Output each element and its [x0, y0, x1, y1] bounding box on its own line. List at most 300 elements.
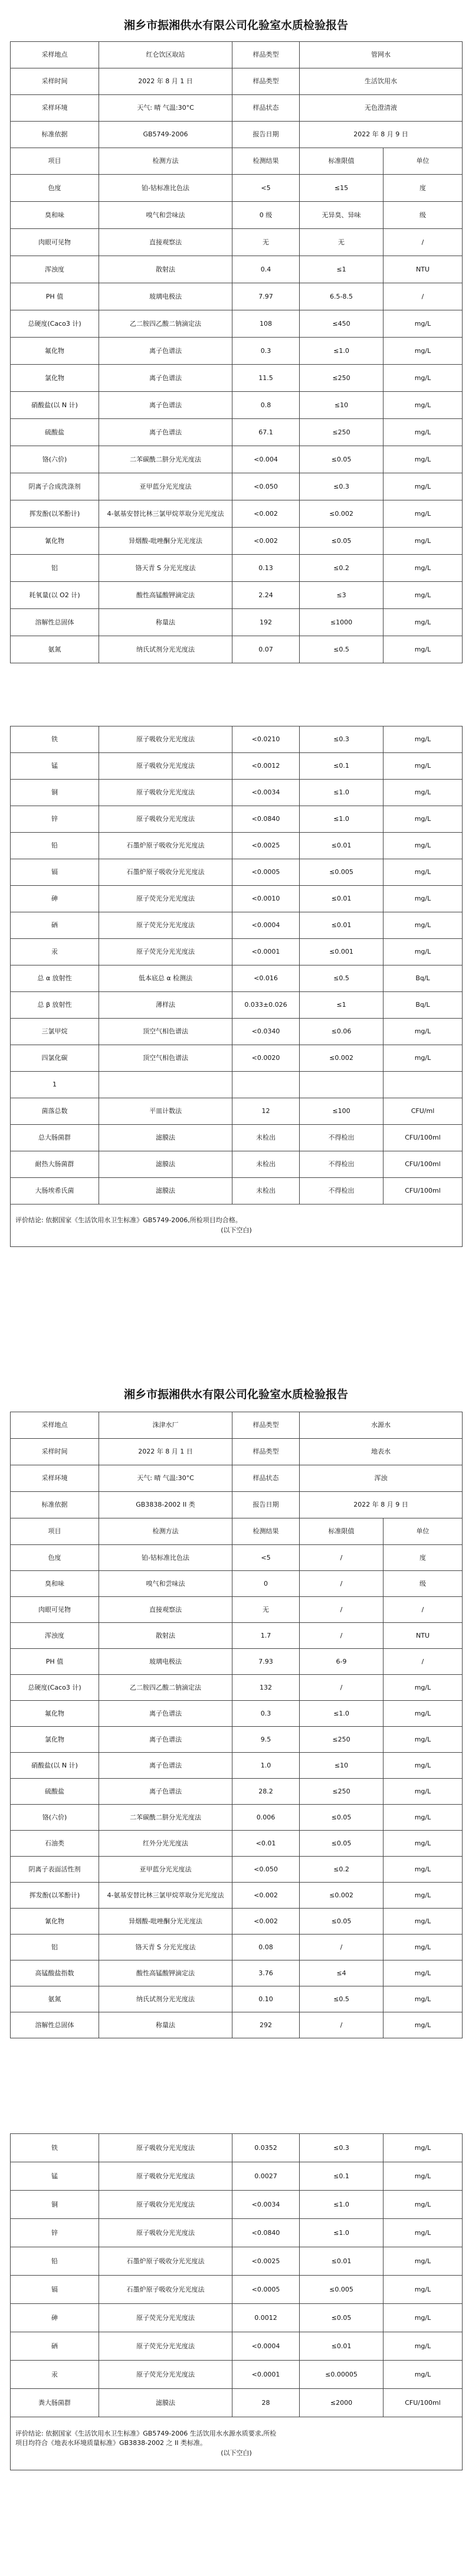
- report-1-data-row: [11, 256, 463, 283]
- meta-value: 地表水: [300, 1439, 463, 1465]
- report-1-data-cell: 铬(六价): [11, 446, 99, 473]
- report-1-data-cell: /: [384, 229, 463, 256]
- report-1-data-cell: mg/L: [384, 310, 463, 338]
- report-2: [0, 1275, 472, 2576]
- report-1-data-2-cell: 耐热大肠菌群: [11, 1151, 99, 1178]
- report-2-data-cell: 浑浊度: [11, 1623, 99, 1649]
- report-1-data-cell: 108: [232, 310, 300, 338]
- report-2-data-cell: ≤250: [300, 1779, 384, 1805]
- report-2-data-2-cell: mg/L: [384, 2361, 463, 2389]
- report-1-data-cell: 挥发酚(以苯酚计): [11, 500, 99, 528]
- report-1-data-cell: 色度: [11, 175, 99, 202]
- report-1-data-2-cell: 原子荧光分光光度法: [99, 912, 232, 939]
- meta-label: 标准依据: [11, 122, 99, 148]
- report-1-data-cell: 耗氧量(以 O2 计): [11, 582, 99, 609]
- report-1-conclusion: [11, 1204, 463, 1247]
- report-1-data-cell: 离子色谱法: [99, 365, 232, 392]
- report-1-data-cell: 无: [232, 229, 300, 256]
- report-2-data-2-row: [11, 2276, 463, 2304]
- report-2-data-cell: 氯化物: [11, 1727, 99, 1753]
- report-1-data-2-cell: CFU/100ml: [384, 1178, 463, 1204]
- report-2-data-cell: 阴离子表面活性剂: [11, 1857, 99, 1883]
- report-2-data-2-row: [11, 2219, 463, 2247]
- meta-value: GB3838-2002 II 类: [99, 1492, 232, 1518]
- report-2-data-cell: NTU: [384, 1623, 463, 1649]
- report-2-data-cell: 石油类: [11, 1831, 99, 1857]
- report-1-data-cell: ≤0.05: [300, 528, 384, 555]
- report-1-data-2-cell: [300, 1072, 384, 1098]
- report-1-data-2-cell: 三氯甲烷: [11, 1019, 99, 1045]
- report-1-data-2-cell: <0.0005: [232, 859, 300, 886]
- report-2-data-2-cell: mg/L: [384, 2162, 463, 2191]
- report-2-data-cell: mg/L: [384, 1675, 463, 1701]
- report-1-data-2-cell: Bq/L: [384, 965, 463, 992]
- report-1-data-2-cell: 平皿计数法: [99, 1098, 232, 1125]
- meta-value: 洙津水厂: [99, 1412, 232, 1439]
- report-1-data-2-cell: <0.0001: [232, 939, 300, 965]
- report-1-data-2-cell: 总 α 放射性: [11, 965, 99, 992]
- report-2-data-cell: 132: [232, 1675, 300, 1701]
- report-1-data-2-cell: <0.0025: [232, 833, 300, 859]
- report-1-data-cell: ≤0.3: [300, 473, 384, 500]
- report-2-data-2-cell: mg/L: [384, 2134, 463, 2162]
- report-1-data-2-cell: 铜: [11, 780, 99, 806]
- report-2-data-cell: 1.7: [232, 1623, 300, 1649]
- report-2-data-cell: ≤250: [300, 1727, 384, 1753]
- meta-row: [11, 122, 463, 148]
- meta-value: 2022 年 8 月 9 日: [300, 122, 463, 148]
- report-2-data-cell: /: [300, 1935, 384, 1960]
- report-1-data-cell: 阴离子合成洗涤剂: [11, 473, 99, 500]
- report-2-data-2-cell: <0.0004: [232, 2332, 300, 2361]
- report-1-data-2-cell: ≤100: [300, 1098, 384, 1125]
- report-2-data-cell: <0.002: [232, 1909, 300, 1935]
- report-1-data-row: [11, 582, 463, 609]
- report-2-data-cell: 0: [232, 1571, 300, 1597]
- report-2-data-cell: mg/L: [384, 1960, 463, 1986]
- report-2-data-2-cell: 原子吸收分光光度法: [99, 2191, 232, 2219]
- report-1-data-cell: 硫酸盐: [11, 419, 99, 446]
- report-1-data-cell: mg/L: [384, 528, 463, 555]
- report-2-data-2-cell: 石墨炉原子吸收分光光度法: [99, 2276, 232, 2304]
- report-1-data-2-cell: mg/L: [384, 1045, 463, 1072]
- report-1-data-cell: 纳氏试剂分光光度法: [99, 636, 232, 663]
- report-1-data-row: [11, 229, 463, 256]
- report-1-data-cell: mg/L: [384, 555, 463, 582]
- report-2-data-2-cell: 汞: [11, 2361, 99, 2389]
- meta-label: 样品类型: [232, 1439, 300, 1465]
- column-header: 项目: [11, 1518, 99, 1545]
- report-2-data-cell: ≤1.0: [300, 1701, 384, 1727]
- report-2-data-cell: ≤0.5: [300, 1986, 384, 2012]
- report-1-data-2-cell: 不得检出: [300, 1151, 384, 1178]
- report-1-data-2-cell: 原子荧光分光光度法: [99, 939, 232, 965]
- report-1-data-2-cell: ≤0.01: [300, 833, 384, 859]
- meta-row: [11, 1412, 463, 1439]
- report-1-data-row: [11, 202, 463, 229]
- report-1-data-2-cell: ≤0.5: [300, 965, 384, 992]
- report-1-data-row: [11, 338, 463, 365]
- meta-row: [11, 68, 463, 95]
- report-1-data-2-row: [11, 886, 463, 912]
- report-1-data-cell: mg/L: [384, 338, 463, 365]
- meta-value: 水源水: [300, 1412, 463, 1439]
- report-1-data-cell: mg/L: [384, 419, 463, 446]
- report-2-data-cell: mg/L: [384, 1727, 463, 1753]
- report-2-conclusion-text-2: 项目均符合《地表水环境质量标准》GB3838-2002 之 II 类标准。: [15, 2439, 207, 2447]
- report-1-data-cell: <0.002: [232, 500, 300, 528]
- report-1-data-2-cell: 石墨炉原子吸收分光光度法: [99, 859, 232, 886]
- report-2-conclusion-text-1: 评价结论: 依据国家《生活饮用水卫生标准》GB5749-2006 生活饮用水水源水质要求,所检: [15, 2429, 277, 2437]
- report-1-data-2-cell: ≤0.06: [300, 1019, 384, 1045]
- report-2-rows: [11, 1545, 463, 2038]
- report-2-data-row: [11, 1623, 463, 1649]
- report-2-data-2-cell: ≤1.0: [300, 2219, 384, 2247]
- report-1-data-cell: mg/L: [384, 609, 463, 636]
- report-1-data-2-cell: <0.0012: [232, 753, 300, 780]
- report-1-data-2-row: [11, 1151, 463, 1178]
- report-1-data-cell: 硝酸盐(以 N 计): [11, 392, 99, 419]
- column-header: 标准限值: [300, 148, 384, 175]
- report-2-data-2-cell: <0.0001: [232, 2361, 300, 2389]
- report-1-data-2-cell: <0.0010: [232, 886, 300, 912]
- report-1-data-2-cell: 12: [232, 1098, 300, 1125]
- report-1-data-cell: 0 级: [232, 202, 300, 229]
- report-2-main-table: [10, 1412, 463, 2038]
- report-1-data-2-cell: <0.0210: [232, 726, 300, 753]
- report-1-data-cell: mg/L: [384, 446, 463, 473]
- meta-value: 无色澄清液: [300, 95, 463, 122]
- report-1-data-cell: 2.24: [232, 582, 300, 609]
- report-2-data-2-row: [11, 2162, 463, 2191]
- report-1-data-2-row: [11, 1072, 463, 1098]
- report-1-data-cell: ≤250: [300, 419, 384, 446]
- report-2-data-cell: <0.01: [232, 1831, 300, 1857]
- report-2-data-cell: mg/L: [384, 2012, 463, 2038]
- report-2-data-cell: <5: [232, 1545, 300, 1571]
- report-1-data-2-row: [11, 912, 463, 939]
- report-2-data-cell: /: [300, 1623, 384, 1649]
- report-1-data-2-cell: CFU/100ml: [384, 1125, 463, 1151]
- report-2-data-2-cell: <0.0025: [232, 2247, 300, 2276]
- report-2-data-2-cell: 粪大肠菌群: [11, 2389, 99, 2417]
- report-2-data-cell: 氰化物: [11, 1909, 99, 1935]
- report-2-data-cell: 嗅气和尝味法: [99, 1571, 232, 1597]
- report-1-data-2-cell: 顶空气相色谱法: [99, 1045, 232, 1072]
- report-1-data-cell: ≤1.0: [300, 338, 384, 365]
- report-2-data-row: [11, 1960, 463, 1986]
- report-1-data-row: [11, 609, 463, 636]
- report-1-data-cell: 总硬度(Caco3 计): [11, 310, 99, 338]
- report-2-data-cell: 酸性高锰酸钾滴定法: [99, 1960, 232, 1986]
- report-1-data-2-row: [11, 1019, 463, 1045]
- report-2-data-cell: 7.93: [232, 1649, 300, 1675]
- report-1-data-2-row: [11, 806, 463, 833]
- report-1-data-cell: 玻璃电极法: [99, 283, 232, 310]
- report-1-data-2-cell: 硒: [11, 912, 99, 939]
- column-header: 单位: [384, 148, 463, 175]
- report-2-data-row: [11, 1779, 463, 1805]
- report-2-data-cell: ≤0.05: [300, 1831, 384, 1857]
- report-2-data-2-cell: 铁: [11, 2134, 99, 2162]
- report-2-data-row: [11, 1857, 463, 1883]
- report-1-data-row: [11, 528, 463, 555]
- report-1-data-2-cell: ≤0.005: [300, 859, 384, 886]
- report-2-conclusion: [11, 2417, 463, 2470]
- report-2-data-2-cell: 硒: [11, 2332, 99, 2361]
- report-2-data-2-cell: 原子荧光分光光度法: [99, 2332, 232, 2361]
- report-2-data-cell: 氨氮: [11, 1986, 99, 2012]
- report-1-data-cell: 嗅气和尝味法: [99, 202, 232, 229]
- report-2-data-2-cell: 原子吸收分光光度法: [99, 2162, 232, 2191]
- report-1-data-cell: 铂-钴标准比色法: [99, 175, 232, 202]
- report-2-data-2-cell: mg/L: [384, 2191, 463, 2219]
- report-2-data-2-cell: mg/L: [384, 2332, 463, 2361]
- report-1-data-row: [11, 283, 463, 310]
- report-1-data-cell: 度: [384, 175, 463, 202]
- report-1-data-cell: PH 值: [11, 283, 99, 310]
- report-1-data-cell: 浑浊度: [11, 256, 99, 283]
- report-2-data-row: [11, 1727, 463, 1753]
- meta-value: 管网水: [300, 42, 463, 68]
- report-2-data-cell: /: [300, 1675, 384, 1701]
- report-2-data-cell: 6-9: [300, 1649, 384, 1675]
- report-1-data-2-cell: 锰: [11, 753, 99, 780]
- report-1-data-cell: 无异臭、异味: [300, 202, 384, 229]
- report-2-data-2-cell: mg/L: [384, 2247, 463, 2276]
- column-header: 单位: [384, 1518, 463, 1545]
- report-2-data-2-cell: 原子荧光分光光度法: [99, 2304, 232, 2332]
- report-1-data-2-cell: 滤膜法: [99, 1125, 232, 1151]
- report-2-data-cell: 肉眼可见物: [11, 1597, 99, 1623]
- report-2-data-2-cell: ≤0.05: [300, 2304, 384, 2332]
- report-1-data-cell: 192: [232, 609, 300, 636]
- report-2-data-cell: mg/L: [384, 1831, 463, 1857]
- report-1-data-cell: 氨氮: [11, 636, 99, 663]
- report-2-data-cell: 无: [232, 1597, 300, 1623]
- report-1-data-2-cell: <0.016: [232, 965, 300, 992]
- report-1-data-2-cell: 1: [11, 1072, 99, 1098]
- meta-label: 样品类型: [232, 42, 300, 68]
- report-1-data-2-row: [11, 780, 463, 806]
- meta-value: GB5749-2006: [99, 122, 232, 148]
- report-2-data-cell: 0.006: [232, 1805, 300, 1831]
- report-2-data-2-cell: 锌: [11, 2219, 99, 2247]
- report-1: [0, 0, 472, 1275]
- report-1-data-cell: mg/L: [384, 365, 463, 392]
- report-1-data-cell: 异烟酸-吡唑酮分光光度法: [99, 528, 232, 555]
- report-2-data-cell: 铬(六价): [11, 1805, 99, 1831]
- report-1-data-2-cell: 铁: [11, 726, 99, 753]
- report-1-data-row: [11, 310, 463, 338]
- report-2-data-2-cell: CFU/100ml: [384, 2389, 463, 2417]
- report-1-data-cell: <0.004: [232, 446, 300, 473]
- report-2-data-2-row: [11, 2247, 463, 2276]
- report-1-data-2-row: [11, 1045, 463, 1072]
- report-1-data-cell: 亚甲蓝分光光度法: [99, 473, 232, 500]
- report-1-conclusion-text: 评价结论: 依据国家《生活饮用水卫生标准》GB5749-2006,所检项目均合格。: [15, 1216, 242, 1224]
- report-2-data-cell: <0.002: [232, 1883, 300, 1909]
- report-2-data-cell: /: [384, 1649, 463, 1675]
- meta-label: 采样环境: [11, 95, 99, 122]
- meta-value: 天气: 晴 气温:30°C: [99, 95, 232, 122]
- report-1-data-2-cell: [99, 1072, 232, 1098]
- report-2-data-row: [11, 1649, 463, 1675]
- report-1-data-cell: 肉眼可见物: [11, 229, 99, 256]
- meta-value: 2022 年 8 月 9 日: [300, 1492, 463, 1518]
- report-2-data-cell: 异烟酸-吡唑酮分光光度法: [99, 1909, 232, 1935]
- report-1-data-2-cell: 滤膜法: [99, 1151, 232, 1178]
- report-1-data-2-cell: ≤0.3: [300, 726, 384, 753]
- report-2-data-2-cell: ≤0.01: [300, 2332, 384, 2361]
- report-2-rows-2: [11, 2134, 463, 2417]
- report-2-data-cell: 度: [384, 1545, 463, 1571]
- report-2-data-row: [11, 1805, 463, 1831]
- report-1-blank-note: (以下空白): [221, 1226, 252, 1234]
- report-1-data-cell: 二苯碳酰二肼分光光度法: [99, 446, 232, 473]
- report-2-data-cell: mg/L: [384, 1779, 463, 1805]
- report-2-data-row: [11, 1597, 463, 1623]
- report-1-data-row: [11, 500, 463, 528]
- report-2-data-cell: /: [300, 2012, 384, 2038]
- report-1-data-2-row: [11, 833, 463, 859]
- report-2-data-2-cell: 石墨炉原子吸收分光光度法: [99, 2247, 232, 2276]
- report-2-data-row: [11, 1675, 463, 1701]
- meta-label: 样品类型: [232, 68, 300, 95]
- report-1-data-cell: ≤0.05: [300, 446, 384, 473]
- report-2-data-cell: mg/L: [384, 1986, 463, 2012]
- report-1-data-2-cell: mg/L: [384, 886, 463, 912]
- report-1-data-2-cell: 原子吸收分光光度法: [99, 753, 232, 780]
- report-1-data-cell: ≤10: [300, 392, 384, 419]
- report-1-data-2-cell: 0.033±0.026: [232, 992, 300, 1019]
- report-2-data-2-cell: 0.0027: [232, 2162, 300, 2191]
- report-2-data-cell: PH 值: [11, 1649, 99, 1675]
- report-2-data-cell: 散射法: [99, 1623, 232, 1649]
- report-2-data-cell: mg/L: [384, 1857, 463, 1883]
- report-1-data-row: [11, 473, 463, 500]
- column-header: 项目: [11, 148, 99, 175]
- report-1-data-cell: 溶解性总固体: [11, 609, 99, 636]
- report-2-data-cell: 纳氏试剂分光光度法: [99, 1986, 232, 2012]
- report-1-data-cell: 酸性高锰酸钾滴定法: [99, 582, 232, 609]
- meta-value: 天气: 晴 气温:30°C: [99, 1465, 232, 1492]
- report-1-data-row: [11, 555, 463, 582]
- report-2-data-cell: 总硬度(Caco3 计): [11, 1675, 99, 1701]
- meta-row: [11, 1492, 463, 1518]
- meta-label: 采样地点: [11, 42, 99, 68]
- meta-row: [11, 95, 463, 122]
- report-1-data-2-cell: 不得检出: [300, 1178, 384, 1204]
- report-2-data-row: [11, 1883, 463, 1909]
- report-1-data-2-row: [11, 1098, 463, 1125]
- report-2-data-row: [11, 2012, 463, 2038]
- report-2-data-2-cell: 0.0012: [232, 2304, 300, 2332]
- report-2-data-2-cell: 镉: [11, 2276, 99, 2304]
- report-2-data-cell: 挥发酚(以苯酚计): [11, 1883, 99, 1909]
- report-1-data-2-cell: Bq/L: [384, 992, 463, 1019]
- report-1-data-cell: ≤1: [300, 256, 384, 283]
- report-1-data-2-row: [11, 1125, 463, 1151]
- report-2-data-row: [11, 1831, 463, 1857]
- report-2-data-cell: 铂-钴标准比色法: [99, 1545, 232, 1571]
- report-1-data-cell: 7.97: [232, 283, 300, 310]
- report-1-data-cell: 铬天青 S 分光光度法: [99, 555, 232, 582]
- report-2-data-cell: ≤10: [300, 1753, 384, 1779]
- report-1-data-2-cell: ≤0.1: [300, 753, 384, 780]
- report-1-data-2-cell: 总 β 放射性: [11, 992, 99, 1019]
- report-2-data-2-cell: mg/L: [384, 2304, 463, 2332]
- report-2-data-2-cell: 0.0352: [232, 2134, 300, 2162]
- report-1-data-row: [11, 365, 463, 392]
- report-1-data-cell: ≤0.2: [300, 555, 384, 582]
- report-1-data-cell: ≤0.002: [300, 500, 384, 528]
- report-1-data-2-cell: mg/L: [384, 1019, 463, 1045]
- meta-row: [11, 1439, 463, 1465]
- report-1-data-cell: 臭和味: [11, 202, 99, 229]
- meta-row: [11, 42, 463, 68]
- report-2-data-cell: 离子色谱法: [99, 1779, 232, 1805]
- report-1-title: 湘乡市振湘供水有限公司化验室水质检验报告: [123, 19, 348, 32]
- report-1-data-2-cell: 顶空气相色谱法: [99, 1019, 232, 1045]
- report-2-data-cell: 4-氨基安替比林三氯甲烷萃取分光光度法: [99, 1883, 232, 1909]
- report-2-meta: [11, 1412, 463, 1518]
- report-1-data-cell: 直接观察法: [99, 229, 232, 256]
- report-1-data-cell: 离子色谱法: [99, 338, 232, 365]
- report-2-data-cell: mg/L: [384, 1701, 463, 1727]
- report-2-data-cell: 离子色谱法: [99, 1753, 232, 1779]
- report-1-data-cell: 67.1: [232, 419, 300, 446]
- report-2-data-row: [11, 1935, 463, 1960]
- report-1-data-cell: 0.07: [232, 636, 300, 663]
- meta-label: 报告日期: [232, 122, 300, 148]
- report-2-data-2-cell: <0.0005: [232, 2276, 300, 2304]
- report-2-data-cell: 硝酸盐(以 N 计): [11, 1753, 99, 1779]
- report-2-data-row: [11, 1753, 463, 1779]
- report-1-data-cell: /: [384, 283, 463, 310]
- report-1-data-cell: 0.4: [232, 256, 300, 283]
- report-2-data-row: [11, 1701, 463, 1727]
- report-2-blank-note: (以下空白): [221, 2449, 252, 2457]
- report-2-data-cell: 氟化物: [11, 1701, 99, 1727]
- report-2-data-row: [11, 1545, 463, 1571]
- report-2-data-cell: 铝: [11, 1935, 99, 1960]
- report-1-data-row: [11, 419, 463, 446]
- report-1-data-2-cell: CFU/100ml: [384, 1151, 463, 1178]
- report-2-data-cell: /: [300, 1571, 384, 1597]
- report-2-data-cell: /: [300, 1597, 384, 1623]
- report-1-data-2-cell: 汞: [11, 939, 99, 965]
- report-1-rows: [11, 175, 463, 663]
- report-2-data-cell: 28.2: [232, 1779, 300, 1805]
- report-1-data-2-row: [11, 726, 463, 753]
- report-2-data-2-cell: mg/L: [384, 2219, 463, 2247]
- report-1-data-2-cell: 滤膜法: [99, 1178, 232, 1204]
- report-1-data-cell: <5: [232, 175, 300, 202]
- report-1-data-cell: ≤250: [300, 365, 384, 392]
- report-1-data-2-row: [11, 965, 463, 992]
- report-2-data-2-cell: ≤0.00005: [300, 2361, 384, 2389]
- report-1-data-cell: ≤3: [300, 582, 384, 609]
- report-2-data-row: [11, 1571, 463, 1597]
- report-1-data-2-cell: 薄样法: [99, 992, 232, 1019]
- report-1-data-2-cell: mg/L: [384, 859, 463, 886]
- report-1-data-2-cell: 原子吸收分光光度法: [99, 726, 232, 753]
- report-1-data-2-cell: ≤0.01: [300, 912, 384, 939]
- meta-row: [11, 1465, 463, 1492]
- report-2-data-2-row: [11, 2304, 463, 2332]
- report-1-data-cell: <0.002: [232, 528, 300, 555]
